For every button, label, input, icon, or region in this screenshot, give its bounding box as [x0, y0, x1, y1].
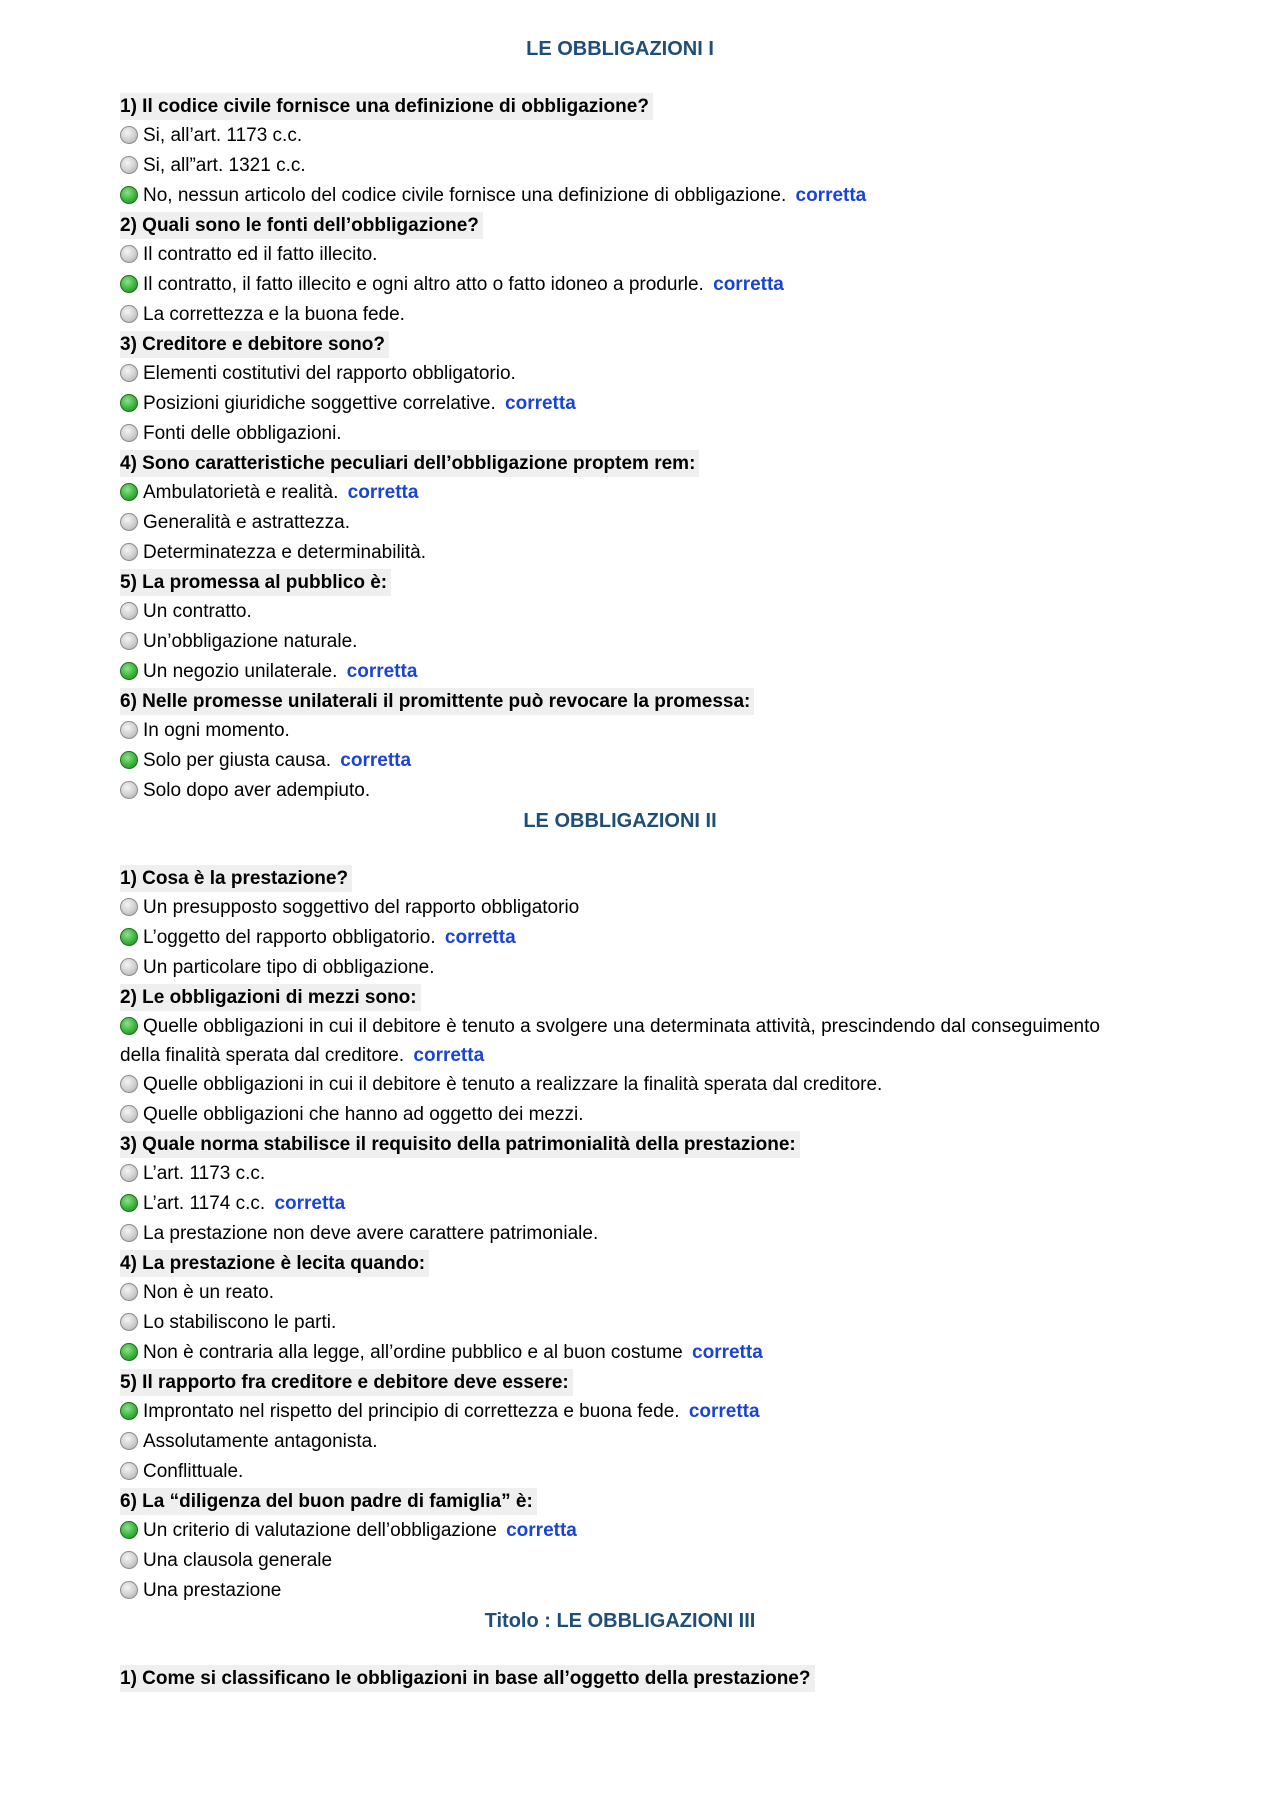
radio-selected-icon[interactable] — [120, 1343, 138, 1361]
radio-selected-icon[interactable] — [120, 186, 138, 204]
question-text: 1) Il codice civile fornisce una definizione di obbligazione? — [120, 93, 653, 120]
radio-unselected-icon[interactable] — [120, 602, 138, 620]
answer-text: Solo per giusta causa. — [143, 750, 332, 771]
answer-option[interactable] — [120, 478, 1120, 508]
answer-text: Si, all’art. 1173 c.c. — [143, 125, 303, 146]
correct-label: corretta — [506, 1520, 577, 1541]
answer-option[interactable] — [120, 776, 1120, 806]
answer-text: Generalità e astrattezza. — [143, 512, 350, 533]
radio-unselected-icon[interactable] — [120, 245, 138, 263]
answer-text: Si, all”art. 1321 c.c. — [143, 155, 306, 176]
answer-option[interactable] — [120, 1397, 1120, 1427]
answer-text: Quelle obbligazioni in cui il debitore è tenuto a realizzare la finalità sperata dal creditore. — [143, 1074, 883, 1095]
answer-option[interactable] — [120, 300, 1120, 330]
answer-text: Un criterio di valutazione dell’obbligazione — [143, 1520, 497, 1541]
correct-label: corretta — [347, 482, 419, 503]
answer-text: L’oggetto del rapporto obbligatorio. — [143, 927, 436, 948]
radio-unselected-icon[interactable] — [120, 156, 138, 174]
radio-unselected-icon[interactable] — [120, 1105, 138, 1123]
answer-text: Lo stabiliscono le parti. — [143, 1312, 337, 1333]
answer-option[interactable] — [120, 121, 1120, 151]
radio-selected-icon[interactable] — [120, 275, 138, 293]
radio-unselected-icon[interactable] — [120, 1581, 138, 1599]
answer-option[interactable] — [120, 716, 1120, 746]
question-text: 6) Nelle promesse unilaterali il promittente può revocare la promessa: — [120, 688, 754, 715]
correct-label: corretta — [274, 1193, 346, 1214]
answer-text: Improntato nel rispetto del principio di correttezza e buona fede. — [143, 1401, 680, 1422]
question-text: 3) Creditore e debitore sono? — [120, 331, 389, 358]
answer-text: Il contratto ed il fatto illecito. — [143, 244, 378, 265]
answer-text: Una prestazione — [143, 1580, 282, 1601]
answer-text: Assolutamente antagonista. — [143, 1431, 378, 1452]
answer-option[interactable] — [120, 1338, 1120, 1368]
answer-option[interactable] — [120, 1012, 1120, 1070]
answer-option[interactable] — [120, 359, 1120, 389]
question-text: 1) Cosa è la prestazione? — [120, 865, 352, 892]
answer-text: Conflittuale. — [143, 1461, 244, 1482]
radio-selected-icon[interactable] — [120, 394, 138, 412]
question-text: 3) Quale norma stabilisce il requisito della patrimonialità della prestazione: — [120, 1131, 800, 1158]
answer-option[interactable] — [120, 627, 1120, 657]
answer-text: Elementi costitutivi del rapporto obbligatorio. — [143, 363, 516, 384]
section-title: Titolo : LE OBBLIGAZIONI III — [484, 1610, 756, 1632]
answer-option[interactable] — [120, 1427, 1120, 1457]
answer-option[interactable] — [120, 270, 1120, 300]
answer-option[interactable] — [120, 1100, 1120, 1130]
answer-text: Non è un reato. — [143, 1282, 274, 1303]
question-text: 5) Il rapporto fra creditore e debitore deve essere: — [120, 1369, 573, 1396]
radio-unselected-icon[interactable] — [120, 1164, 138, 1182]
radio-unselected-icon[interactable] — [120, 781, 138, 799]
radio-selected-icon[interactable] — [120, 1017, 138, 1035]
correct-label: corretta — [688, 1401, 760, 1422]
answer-text: Un presupposto soggettivo del rapporto obbligatorio — [143, 897, 580, 918]
correct-label: corretta — [444, 927, 516, 948]
radio-unselected-icon[interactable] — [120, 126, 138, 144]
answer-text: In ogni momento. — [143, 720, 290, 741]
answer-text: No, nessun articolo del codice civile fornisce una definizione di obbligazione. — [143, 185, 787, 206]
answer-option[interactable] — [120, 181, 1120, 211]
question-text: 6) La “diligenza del buon padre di famiglia” è: — [120, 1488, 537, 1515]
correct-label: corretta — [346, 661, 418, 682]
answer-option[interactable] — [120, 419, 1120, 449]
question-text: 2) Le obbligazioni di mezzi sono: — [120, 984, 421, 1011]
question-text: 5) La promessa al pubblico è: — [120, 569, 391, 596]
radio-selected-icon[interactable] — [120, 928, 138, 946]
answer-option[interactable] — [120, 657, 1120, 687]
question-text: 1) Come si classificano le obbligazioni in base all’oggetto della prestazione? — [120, 1665, 815, 1692]
answer-text: Posizioni giuridiche soggettive correlative. — [143, 393, 496, 414]
radio-unselected-icon[interactable] — [120, 424, 138, 442]
radio-unselected-icon[interactable] — [120, 1224, 138, 1242]
section-title: LE OBBLIGAZIONI I — [526, 38, 714, 60]
answer-text: Ambulatorietà e realità. — [143, 482, 339, 503]
answer-option[interactable] — [120, 538, 1120, 568]
answer-option[interactable] — [120, 240, 1120, 270]
answer-text: Un particolare tipo di obbligazione. — [143, 957, 435, 978]
answer-text: La correttezza e la buona fede. — [143, 304, 405, 325]
answer-option[interactable] — [120, 1159, 1120, 1189]
answer-option[interactable] — [120, 1278, 1120, 1308]
radio-unselected-icon[interactable] — [120, 721, 138, 739]
radio-unselected-icon[interactable] — [120, 1283, 138, 1301]
answer-option[interactable] — [120, 508, 1120, 538]
answer-option[interactable] — [120, 746, 1120, 776]
radio-unselected-icon[interactable] — [120, 513, 138, 531]
answer-option[interactable] — [120, 597, 1120, 627]
answer-option[interactable] — [120, 151, 1120, 181]
radio-unselected-icon[interactable] — [120, 898, 138, 916]
radio-selected-icon[interactable] — [120, 1194, 138, 1212]
answer-option[interactable] — [120, 923, 1120, 953]
answer-option[interactable] — [120, 1576, 1120, 1606]
radio-unselected-icon[interactable] — [120, 305, 138, 323]
answer-text: La prestazione non deve avere carattere patrimoniale. — [143, 1223, 599, 1244]
correct-label: corretta — [692, 1342, 763, 1363]
answer-text: Solo dopo aver adempiuto. — [143, 780, 371, 801]
answer-option[interactable] — [120, 893, 1120, 923]
question-text: 2) Quali sono le fonti dell’obbligazione? — [120, 212, 483, 239]
radio-unselected-icon[interactable] — [120, 1075, 138, 1093]
radio-unselected-icon[interactable] — [120, 1551, 138, 1569]
radio-unselected-icon[interactable] — [120, 1462, 138, 1480]
radio-unselected-icon[interactable] — [120, 1313, 138, 1331]
correct-label: corretta — [340, 750, 412, 771]
radio-unselected-icon[interactable] — [120, 958, 138, 976]
answer-text: L’art. 1173 c.c. — [143, 1163, 266, 1184]
answer-option[interactable] — [120, 1189, 1120, 1219]
answer-option[interactable] — [120, 389, 1120, 419]
answer-text: L’art. 1174 c.c. — [143, 1193, 266, 1214]
answer-text: Determinatezza e determinabilità. — [143, 542, 427, 563]
radio-selected-icon[interactable] — [120, 1402, 138, 1420]
correct-label: corretta — [505, 393, 576, 414]
radio-selected-icon[interactable] — [120, 483, 138, 501]
answer-text: Una clausola generale — [143, 1550, 333, 1571]
radio-unselected-icon[interactable] — [120, 364, 138, 382]
answer-text: Fonti delle obbligazioni. — [143, 423, 342, 444]
radio-unselected-icon[interactable] — [120, 543, 138, 561]
answer-text: Il contratto, il fatto illecito e ogni altro atto o fatto idoneo a produrle. — [143, 274, 704, 295]
correct-label: corretta — [795, 185, 867, 206]
answer-text: Quelle obbligazioni che hanno ad oggetto dei mezzi. — [143, 1104, 584, 1125]
answer-option[interactable] — [120, 1070, 1120, 1100]
answer-option[interactable] — [120, 1308, 1120, 1338]
answer-text: Un contratto. — [143, 601, 252, 622]
radio-unselected-icon[interactable] — [120, 632, 138, 650]
correct-label: corretta — [413, 1045, 485, 1066]
answer-text: Non è contraria alla legge, all’ordine pubblico e al buon costume — [143, 1342, 683, 1363]
answer-option[interactable] — [120, 1219, 1120, 1249]
radio-selected-icon[interactable] — [120, 662, 138, 680]
radio-unselected-icon[interactable] — [120, 1432, 138, 1450]
question-text: 4) La prestazione è lecita quando: — [120, 1250, 429, 1277]
question-text: 4) Sono caratteristiche peculiari dell’obbligazione proptem rem: — [120, 450, 699, 477]
answer-option[interactable] — [120, 1516, 1120, 1546]
answer-text: Un’obbligazione naturale. — [143, 631, 358, 652]
radio-selected-icon[interactable] — [120, 1521, 138, 1539]
document — [120, 0, 1120, 1693]
correct-label: corretta — [713, 274, 784, 295]
answer-text: Quelle obbligazioni in cui il debitore è tenuto a svolgere una determinata attività, prescindendo dal conseguimento della finalità sperata dal creditore. — [120, 1016, 1100, 1066]
answer-option[interactable] — [120, 953, 1120, 983]
answer-option[interactable] — [120, 1546, 1120, 1576]
section-title: LE OBBLIGAZIONI II — [523, 810, 717, 832]
answer-text: Un negozio unilaterale. — [143, 661, 338, 682]
answer-option[interactable] — [120, 1457, 1120, 1487]
radio-selected-icon[interactable] — [120, 751, 138, 769]
